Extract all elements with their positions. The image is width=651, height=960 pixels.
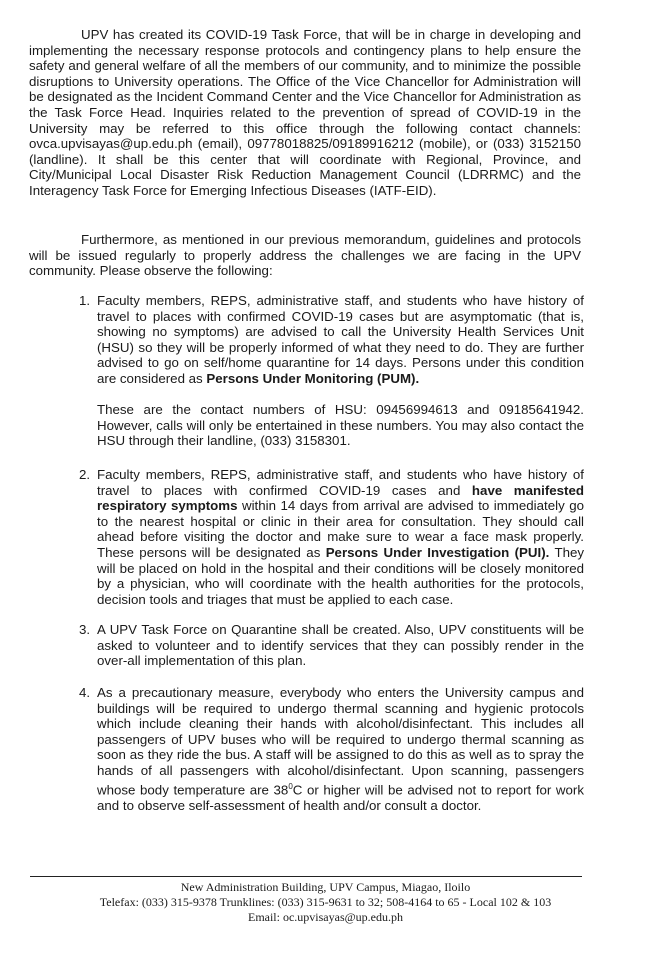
list-item-1-text xyxy=(97,293,584,387)
list-item-4-text xyxy=(97,685,584,813)
list-item-2-text xyxy=(97,467,584,607)
degree-superscript: 0 xyxy=(288,781,293,791)
item-2-text-a: Faculty members, REPS, administrative staff, and students who have history of travel to places with confirmed COVID-19 cases and xyxy=(97,467,584,498)
list-item-3-text: A UPV Task Force on Quarantine shall be created. Also, UPV constituents will be asked to volunteer and to identify services that they can possibly render in the over-all implementation of this plan. xyxy=(97,622,584,669)
intro-paragraph-task-force: UPV has created its COVID-19 Task Force, that will be in charge in developing and implementing the necessary response protocols and contingency plans to help ensure the safety and general welfare of all the members of our community, and to minimize the possible disruptions to University operations. The Office of the Vice Chancellor for Administration will be designated as the Incident Command Center and the Vice Chancellor for Administration as the Task Force Head. Inquiries related to the prevention of spread of COVID-19 in the University may be referred to this office through the following contact channels: ovca.upvisayas@up.edu.ph (email), 09778018825/09189916212 (mobile), or (033) 3152150 (landline). It shall be this center that will coordinate with Regional, Province, and City/Municipal Local Disaster Risk Reduction Management Council (LDRRMC) and the Interagency Task Force for Emerging Infectious Diseases (IATF-EID). xyxy=(29,27,581,198)
footer-phone-lines: Telefax: (033) 315-9378 Trunklines: (033) 315-9631 to 32; 508-4164 to 65 - Local 102 & 103 xyxy=(99,895,552,909)
footer-email: Email: oc.upvisayas@up.edu.ph xyxy=(247,910,404,924)
item-1-text: Faculty members, REPS, administrative staff, and students who have history of travel to places with confirmed COVID-19 cases but are asymptomatic (that is, showing no symptoms) are advised to call the University Health Services Unit (HSU) so they will be properly informed of what they need to do. They are further advised to go on self/home quarantine for 14 days. Persons under this condition are considered as xyxy=(97,293,584,386)
footer-divider xyxy=(30,876,582,877)
intro-paragraph-guidelines: Furthermore, as mentioned in our previous memorandum, guidelines and protocols will be issued regularly to properly address the challenges we are facing in the UPV community. Please observe the following: xyxy=(29,232,581,279)
item-4-text-a: As a precautionary measure, everybody who enters the University campus and buildings will be required to undergo thermal scanning and hygienic protocols which include cleaning their hands with alcohol/disinfectant. This includes all passengers of UPV buses who will be required to undergo thermal scanning as soon as they ride the bus. A staff will be assigned to do this as well as to spray the hands of all passengers with alcohol/disinfectant. Upon scanning, passengers whose body temperature are 38 xyxy=(97,685,584,797)
hsu-contact-text: These are the contact numbers of HSU: 09456994613 and 09185641942. However, calls will only be entertained in these numbers. You may also contact the HSU through their landline, (033) 3158301. xyxy=(97,402,584,449)
item-1-pum-label: Persons Under Monitoring (PUM). xyxy=(206,370,420,386)
item-4-text-b: C or higher will be advised not to report for work and to observe self-assessment of health and/or consult a doctor. xyxy=(97,781,584,813)
item-2-text-b: within 14 days from arrival are advised to immediately go to the nearest hospital or clinic in their area for consultation. They should call ahead before visiting the doctor and make sure to wear a face mask properly. These persons will be designated as xyxy=(97,498,585,560)
item-2-text-c: They will be placed on hold in the hospital and their conditions will be closely monitored by a physician, who will coordinate with the health authorities for the protocols, decision tools and triages that must be applied to each case. xyxy=(97,544,585,607)
list-item-number: 4. xyxy=(79,685,91,700)
item-2-pui-label: Persons Under Investigation (PUI). xyxy=(325,544,550,560)
list-item-number: 1. xyxy=(79,293,91,308)
list-item-number: 2. xyxy=(79,467,91,482)
footer-address: New Administration Building, UPV Campus, Miagao, Iloilo xyxy=(180,880,471,894)
list-item-number: 3. xyxy=(79,622,91,637)
item-2-respiratory-label: have manifested respiratory symptoms xyxy=(97,482,585,514)
